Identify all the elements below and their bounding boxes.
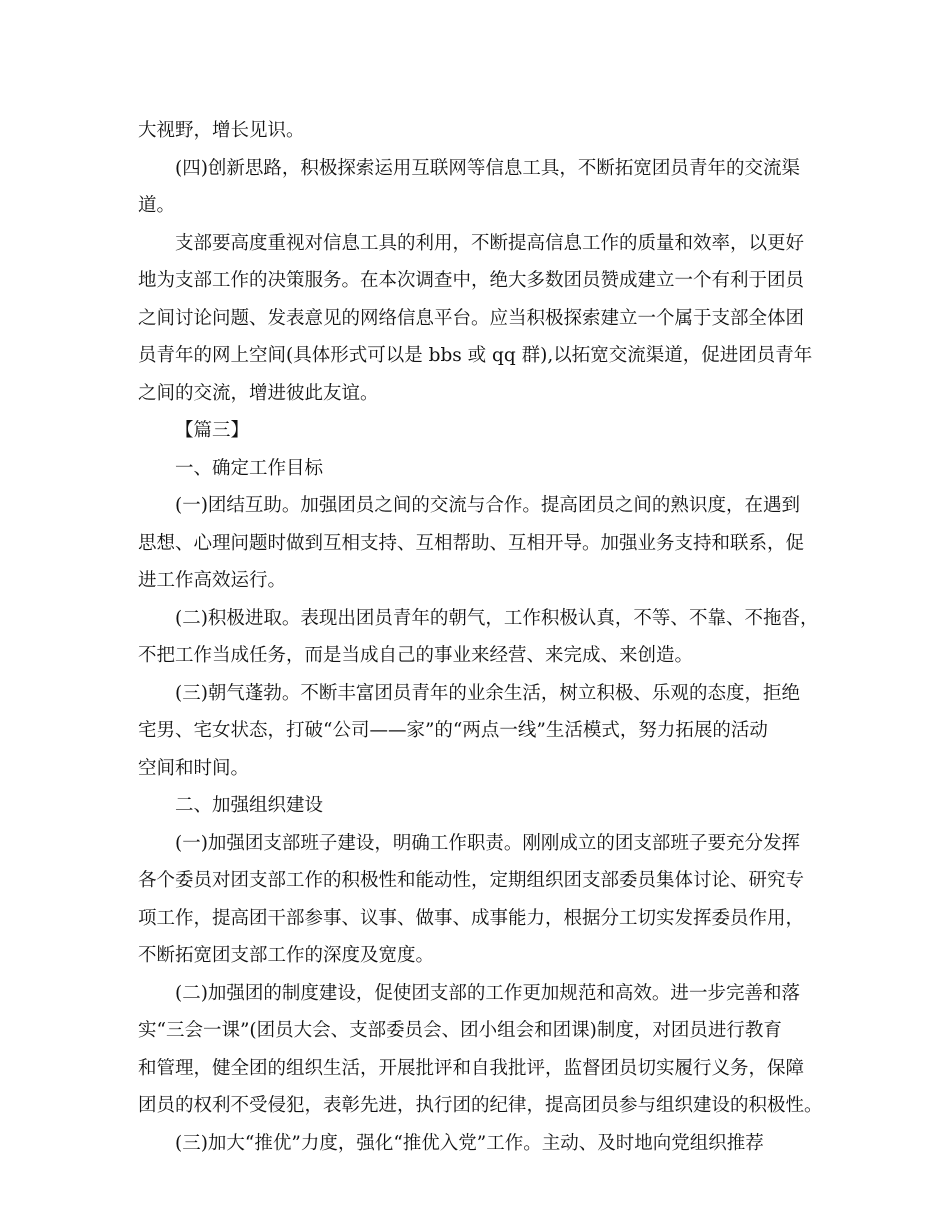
paragraph-line: 团员的权利不受侵犯，表彰先进，执行团的纪律，提高团员参与组织建设的积极性。 — [138, 1095, 823, 1116]
document-body — [138, 112, 828, 1162]
paragraph-line: 项工作，提高团干部参事、议事、做事、成事能力，根据分工切实发挥委员作用， — [138, 907, 805, 929]
subsection-heading: 一、确定工作目标 — [175, 457, 324, 479]
paragraph-line: 各个委员对团支部工作的积极性和能动性，定期组织团支部委员集体讨论、研究专 — [138, 870, 805, 891]
paragraph-line: 员青年的网上空间(具体形式可以是 bbs 或 qq 群),以拓宽交流渠道，促进团员青年 — [138, 345, 813, 366]
paragraph-line: 大视野，增长见识。 — [138, 120, 305, 141]
paragraph-line: 实“三会一课”(团员大会、支部委员会、团小组会和团课)制度，对团员进行教育 — [138, 1020, 782, 1041]
list-item-line: (四)创新思路，积极探索运用互联网等信息工具，不断拓宽团员青年的交流渠 — [175, 157, 800, 179]
list-item-line: (三)朝气蓬勃。不断丰富团员青年的业余生活，树立积极、乐观的态度，拒绝 — [175, 682, 800, 704]
paragraph-line: 道。 — [138, 195, 176, 216]
list-item-line: (三)加大“推优”力度，强化“推优入党”工作。主动、及时地向党组织推荐 — [175, 1132, 764, 1154]
paragraph-line: 进工作高效运行。 — [138, 570, 287, 591]
paragraph-line: 空间和时间。 — [138, 757, 250, 779]
paragraph-line: 不断拓宽团支部工作的深度及宽度。 — [138, 945, 435, 966]
paragraph-line: 地为支部工作的决策服务。在本次调查中，绝大多数团员赞成建立一个有利于团员 — [138, 270, 805, 291]
paragraph-line: 之间的交流，增进彼此友谊。 — [138, 382, 379, 404]
list-item-line: (一)加强团支部班子建设，明确工作职责。刚刚成立的团支部班子要充分发挥 — [175, 832, 800, 854]
list-item-line: (一)团结互助。加强团员之间的交流与合作。提高团员之间的熟识度，在遇到 — [175, 495, 800, 516]
paragraph-line: 之间讨论问题、发表意见的网络信息平台。应当积极探索建立一个属于支部全体团 — [138, 307, 805, 329]
list-item-line: (二)加强团的制度建设，促使团支部的工作更加规范和高效。进一步完善和落 — [175, 982, 800, 1004]
list-item-line: (二)积极进取。表现出团员青年的朝气，工作积极认真，不等、不靠、不拖沓， — [175, 607, 819, 629]
paragraph-line: 思想、心理问题时做到互相支持、互相帮助、互相开导。加强业务支持和联系，促 — [138, 532, 805, 554]
paragraph-line: 支部要高度重视对信息工具的利用，不断提高信息工作的质量和效率，以更好 — [175, 232, 805, 254]
paragraph-line: 不把工作当成任务，而是当成自己的事业来经营、来完成、来创造。 — [138, 645, 694, 666]
subsection-heading: 二、加强组织建设 — [175, 795, 324, 816]
section-heading: 【篇三】 — [175, 420, 250, 441]
paragraph-line: 宅男、宅女状态，打破“公司——家”的“两点一线”生活模式，努力拓展的活动 — [138, 720, 768, 741]
paragraph-line: 和管理，健全团的组织生活，开展批评和自我批评，监督团员切实履行义务，保障 — [138, 1057, 805, 1079]
